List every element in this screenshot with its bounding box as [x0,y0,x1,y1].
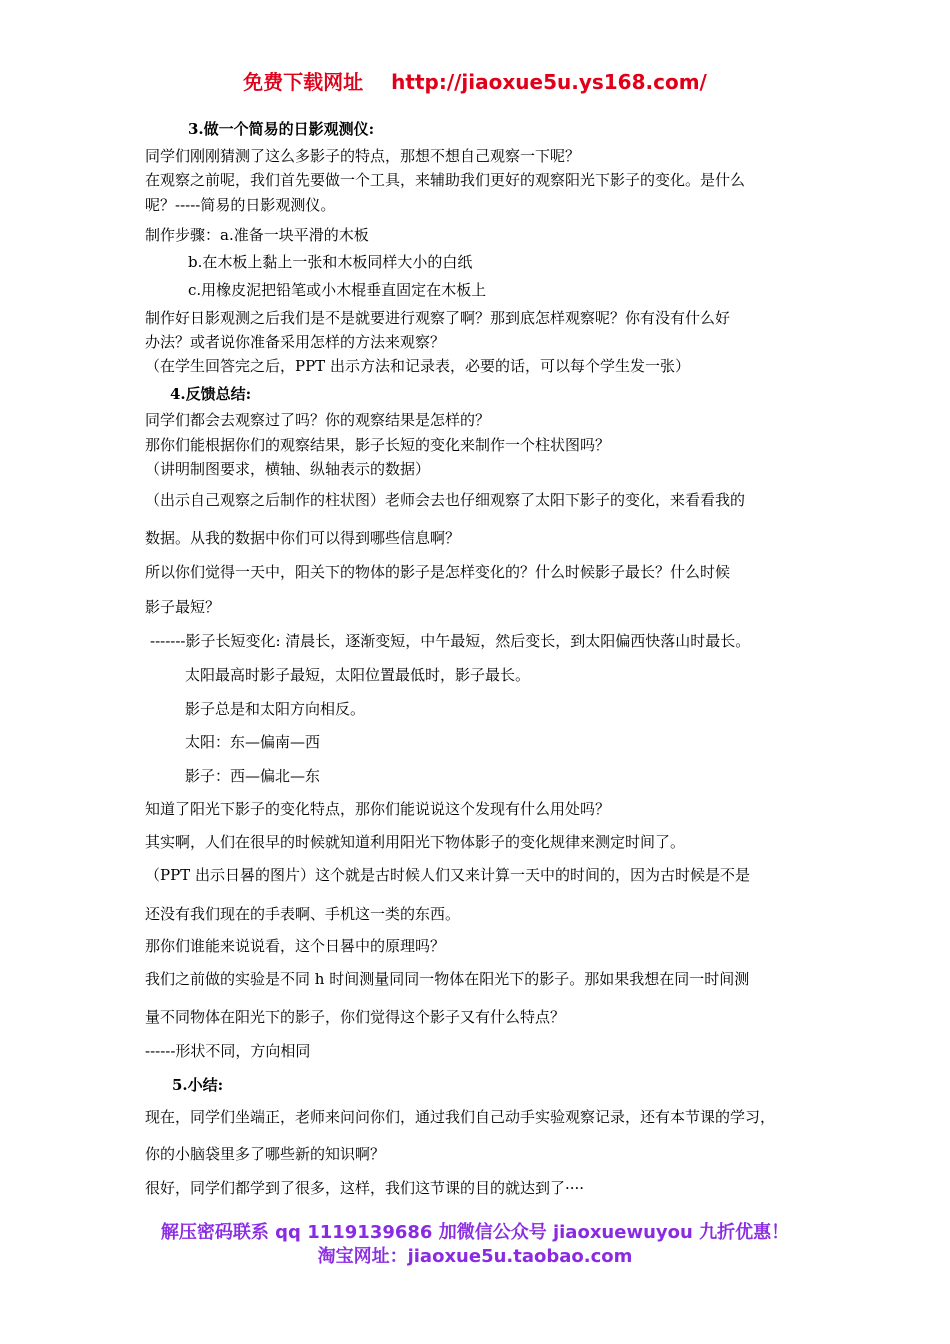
section-5-heading: 5.小结: [172,1076,224,1094]
section-4-heading: 4.反馈总结: [170,385,252,403]
paragraph: 还没有我们现在的手表啊、手机这一类的东西。 [145,905,461,923]
paragraph: 影子最短？ [145,598,221,616]
paragraph: 办法？或者说你准备采用怎样的方法来观察？ [145,333,446,351]
paragraph: -------影子长短变化: 清晨长，逐渐变短，中午最短，然后变长，到太阳偏西快落山时最长。 [150,632,751,650]
paragraph: （PPT 出示日晷的图片）这个就是古时候人们又来计算一天中的时间的，因为古时候是不是 [145,866,750,884]
header-url-link[interactable]: http://jiaoxue5u.ys168.com/ [391,70,707,94]
paragraph: 太阳：东—偏南—西 [185,733,321,751]
header-label: 免费下载网址 [243,70,364,94]
paragraph: 知道了阳光下影子的变化特点，那你们能说说这个发现有什么用处吗？ [145,800,611,818]
paragraph: （出示自己观察之后制作的柱状图）老师会去也仔细观察了太阳下影子的变化，来看看我的 [145,491,746,509]
section-3-heading: 3.做一个简易的日影观测仪: [188,120,375,138]
paragraph: 制作好日影观测之后我们是不是就要进行观察了啊？那到底怎样观察呢？你有没有什么好 [145,309,731,327]
paragraph: 量不同物体在阳光下的影子，你们觉得这个影子又有什么特点？ [145,1008,566,1026]
footer-contact: 解压密码联系 qq 1119139686 加微信公众号 jiaoxuewuyou 九折优惠！ [160,1222,790,1243]
header-banner [0,66,950,95]
paragraph: ------形状不同，方向相同 [145,1042,311,1060]
paragraph: 同学们刚刚猜测了这么多影子的特点，那想不想自己观察一下呢？ [145,147,581,165]
paragraph: 那你们能根据你们的观察结果，影子长短的变化来制作一个柱状图吗？ [145,436,611,454]
steps-line-a: 制作步骤：a.准备一块平滑的木板 [145,226,369,244]
paragraph: 影子：西—偏北—东 [185,767,321,785]
paragraph: 影子总是和太阳方向相反。 [185,700,366,718]
paragraph: （在学生回答完之后，PPT 出示方法和记录表，必要的话，可以每个学生发一张） [145,357,690,375]
paragraph: 太阳最高时影子最短，太阳位置最低时，影子最长。 [185,666,531,684]
paragraph: 同学们都会去观察过了吗？你的观察结果是怎样的？ [145,411,491,429]
paragraph: 你的小脑袋里多了哪些新的知识啊？ [145,1145,386,1163]
paragraph: 很好，同学们都学到了很多，这样，我们这节课的目的就达到了···· [145,1179,585,1197]
steps-line-c: c.用橡皮泥把铅笔或小木棍垂直固定在木板上 [188,281,487,299]
paragraph: 数据。从我的数据中你们可以得到哪些信息啊？ [145,529,461,547]
paragraph: 在观察之前呢，我们首先要做一个工具，来辅助我们更好的观察阳光下影子的变化。是什么 [145,171,746,189]
footer-taobao-link[interactable]: 淘宝网址：jiaoxue5u.taobao.com [317,1246,633,1267]
steps-line-b: b.在木板上黏上一张和木板同样大小的白纸 [188,253,473,271]
paragraph: 所以你们觉得一天中，阳关下的物体的影子是怎样变化的？什么时候影子最长？什么时候 [145,563,731,581]
paragraph: 现在，同学们坐端正，老师来问问你们，通过我们自己动手实验观察记录，还有本节课的学习， [145,1108,776,1126]
paragraph: （讲明制图要求，横轴、纵轴表示的数据） [145,460,431,478]
paragraph: 那你们谁能来说说看，这个日晷中的原理吗？ [145,937,446,955]
paragraph: 其实啊，人们在很早的时候就知道利用阳光下物体影子的变化规律来测定时间了。 [145,833,686,851]
paragraph: 我们之前做的实验是不同 h 时间测量同同一物体在阳光下的影子。那如果我想在同一时间测 [145,970,750,988]
paragraph: 呢？-----简易的日影观测仪。 [145,196,336,214]
